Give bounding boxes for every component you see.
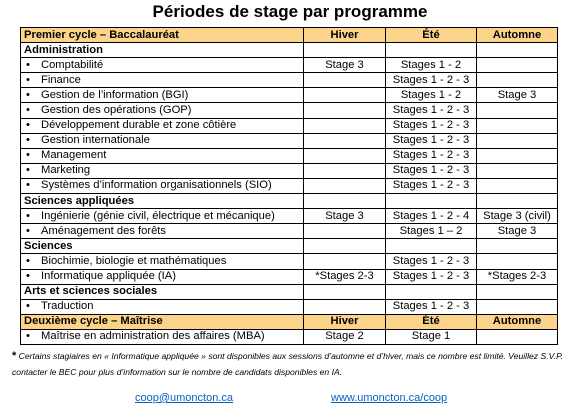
period-cell-automne [477,254,558,269]
program-cell [21,178,304,193]
period-cell-ete [386,239,477,254]
table-row [21,209,558,224]
program-name: Ingénierie (génie civil, électrique et mécanique) [41,209,275,222]
program-cell [21,224,304,239]
table-row [21,269,558,284]
period-cell-hiver [304,43,386,58]
period-cell-automne: Stage 3 [477,88,558,103]
period-cell-ete: Stages 1 - 2 [386,88,477,103]
program-name: Comptabilité [41,58,104,71]
program-name: Gestion internationale [41,134,150,147]
period-cell-automne [477,73,558,88]
table-row [21,118,558,133]
bullet-icon: • [26,254,30,267]
period-cell-hiver: *Stages 2-3 [304,269,386,284]
column-header-ete: Été [386,314,477,329]
program-cell [21,254,304,269]
bullet-icon: • [26,88,30,101]
footnote-marker: * [12,350,17,362]
program-cell [21,284,304,299]
table-row [21,299,558,314]
program-cell [21,329,304,344]
program-name: Maîtrise en administration des affaires (MBA) [41,330,265,343]
period-cell-automne [477,58,558,73]
period-cell-automne [477,118,558,133]
period-cell-automne [477,43,558,58]
period-cell-ete: Stages 1 – 2 [386,224,477,239]
program-cell [21,58,304,73]
period-cell-ete [386,284,477,299]
section-header-row [21,28,558,43]
column-header-ete: Été [386,28,477,43]
program-name: Informatique appliquée (IA) [41,270,176,283]
column-header-automne: Automne [477,28,558,43]
category-row [21,194,558,209]
bullet-icon: • [26,119,30,132]
period-cell-hiver [304,239,386,254]
period-cell-automne: *Stages 2-3 [477,269,558,284]
program-name: Gestion des opérations (GOP) [41,104,192,117]
period-cell-automne [477,299,558,314]
program-name: Deuxième cycle – Maîtrise [24,315,163,328]
period-cell-ete: Stages 1 - 2 - 3 [386,163,477,178]
table-row [21,88,558,103]
section-title-cell [21,314,304,329]
period-cell-ete: Stages 1 - 2 - 3 [386,178,477,193]
period-cell-hiver [304,299,386,314]
period-cell-ete [386,43,477,58]
period-cell-hiver: Stage 3 [304,209,386,224]
program-cell [21,209,304,224]
period-cell-automne [477,163,558,178]
period-cell-ete: Stages 1 - 2 - 3 [386,269,477,284]
period-cell-automne [477,133,558,148]
program-name: Premier cycle – Baccalauréat [24,28,179,41]
program-name: Sciences [24,239,73,252]
section-title-cell [21,28,304,43]
program-name: Marketing [41,164,91,177]
period-cell-ete: Stages 1 - 2 - 3 [386,103,477,118]
bullet-icon: • [26,134,30,147]
bullet-icon: • [26,330,30,343]
period-cell-automne [477,284,558,299]
period-cell-ete: Stages 1 - 2 - 3 [386,254,477,269]
bullet-icon: • [26,224,30,237]
period-cell-ete: Stages 1 - 2 - 3 [386,73,477,88]
table-row [21,148,558,163]
bullet-icon: • [26,300,30,313]
table-row [21,133,558,148]
program-name: Management [41,149,107,162]
period-cell-ete: Stages 1 - 2 - 3 [386,299,477,314]
period-cell-hiver [304,224,386,239]
program-cell [21,133,304,148]
table-row [21,73,558,88]
period-cell-ete: Stage 1 [386,329,477,344]
program-name: Finance [41,73,81,86]
period-cell-hiver [304,73,386,88]
period-cell-ete: Stages 1 - 2 [386,58,477,73]
program-name: Traduction [41,300,94,313]
program-name: Administration [24,43,103,56]
category-row [21,43,558,58]
period-cell-hiver [304,163,386,178]
column-header-automne: Automne [477,314,558,329]
table-body [21,28,558,345]
bullet-icon: • [26,179,30,192]
bullet-icon: • [26,104,30,117]
table-row [21,178,558,193]
period-cell-hiver [304,254,386,269]
period-cell-ete: Stages 1 - 2 - 3 [386,118,477,133]
period-cell-hiver: Stage 3 [304,58,386,73]
period-cell-ete: Stages 1 - 2 - 3 [386,133,477,148]
period-cell-hiver [304,88,386,103]
program-name: Développement durable et zone côtière [41,119,237,132]
period-cell-automne: Stage 3 [477,224,558,239]
period-cell-hiver [304,118,386,133]
period-cell-automne [477,178,558,193]
table-row [21,224,558,239]
table-row [21,58,558,73]
period-cell-hiver [304,103,386,118]
program-cell [21,239,304,254]
program-cell [21,194,304,209]
bullet-icon: • [26,270,30,283]
website-link[interactable]: www.umoncton.ca/coop [331,392,448,404]
category-row [21,239,558,254]
period-cell-ete [386,194,477,209]
column-header-hiver: Hiver [304,314,386,329]
period-cell-hiver [304,133,386,148]
period-cell-automne [477,239,558,254]
period-cell-automne: Stage 3 (civil) [477,209,558,224]
period-cell-ete: Stages 1 - 2 - 3 [386,148,477,163]
period-cell-ete: Stages 1 - 2 - 4 [386,209,477,224]
program-cell [21,118,304,133]
period-cell-automne [477,194,558,209]
program-cell [21,148,304,163]
program-name: Sciences appliquées [24,194,135,207]
period-cell-automne [477,148,558,163]
program-name: Aménagement des forêts [41,224,166,237]
program-name: Arts et sciences sociales [24,285,158,298]
table-row [21,163,558,178]
period-cell-hiver [304,148,386,163]
internship-periods-table [20,27,558,345]
period-cell-hiver [304,194,386,209]
footnote [12,348,572,380]
program-name: Gestion de l’information (BGI) [41,88,189,101]
program-cell [21,269,304,284]
category-row [21,284,558,299]
bullet-icon: • [26,149,30,162]
footnote-text: Certains stagiaires en « Informatique appliquée » sont disponibles aux sessions d’automne et d’hiver, mais ce nombre est limité. Veuillez S.V.P. contacter le BEC pour plus d’information sur le nombre de candidats disponibles en IA. [12,351,564,377]
period-cell-automne [477,329,558,344]
program-cell [21,88,304,103]
page-title: Périodes de stage par programme [152,2,428,21]
table-row [21,254,558,269]
period-cell-automne [477,103,558,118]
period-cell-hiver: Stage 2 [304,329,386,344]
section-header-row [21,314,558,329]
bullet-icon: • [26,73,30,86]
program-name: Systèmes d’information organisationnels (SIO) [41,179,272,192]
program-cell [21,163,304,178]
program-cell [21,73,304,88]
program-cell [21,299,304,314]
table-row [21,103,558,118]
table-row [21,329,558,344]
bullet-icon: • [26,58,30,71]
program-cell [21,103,304,118]
period-cell-hiver [304,284,386,299]
column-header-hiver: Hiver [304,28,386,43]
bullet-icon: • [26,209,30,222]
program-cell [21,43,304,58]
bullet-icon: • [26,164,30,177]
period-cell-hiver [304,178,386,193]
email-link[interactable]: coop@umoncton.ca [135,392,234,404]
program-name: Biochimie, biologie et mathématiques [41,254,227,267]
